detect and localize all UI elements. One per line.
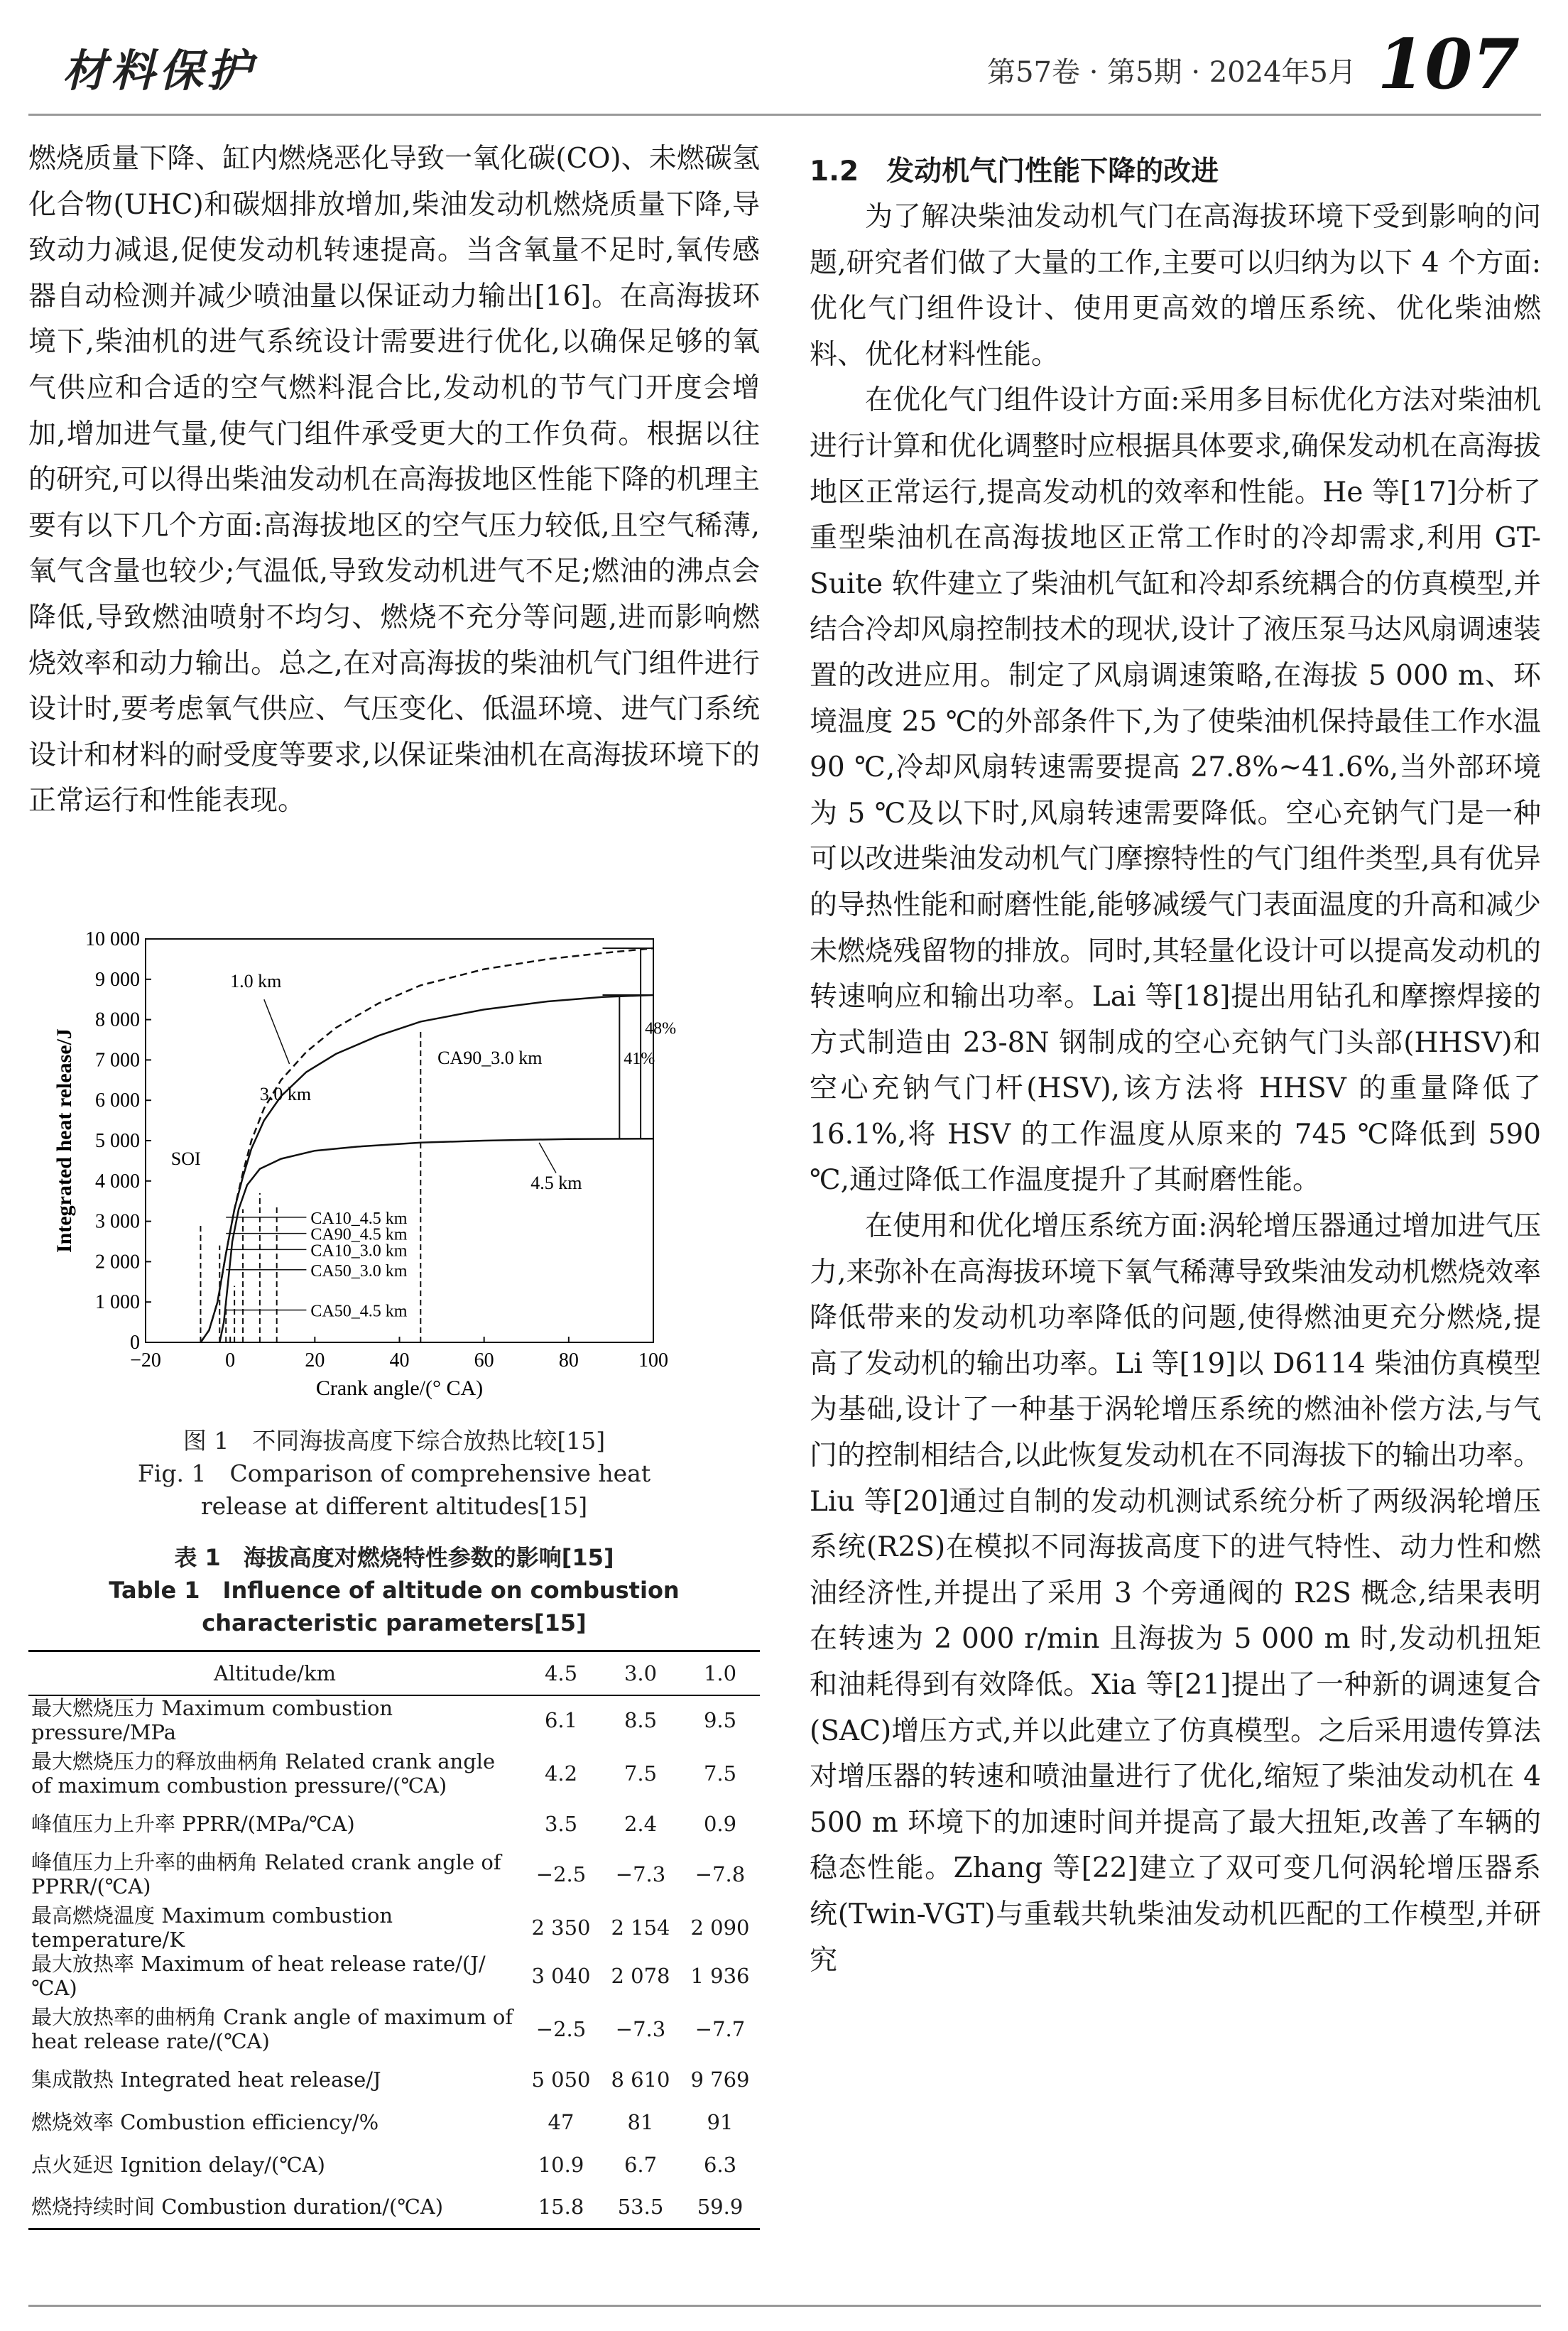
x-tick-label: −20	[130, 1349, 161, 1371]
label-ca: CA10_4.5 km	[310, 1209, 408, 1228]
label-45km: 4.5 km	[530, 1173, 582, 1194]
label-ca: CA50_4.5 km	[310, 1302, 408, 1321]
table-cell: −7.8	[695, 1862, 746, 1886]
right-column	[810, 149, 1541, 1984]
series-line-3-0-km	[201, 995, 654, 1342]
table-row	[28, 1903, 760, 1952]
y-tick-label: 8 000	[95, 1009, 140, 1031]
table-cell: −2.5	[535, 2017, 587, 2041]
table-cell: 10.9	[538, 2153, 584, 2177]
table-cell: 9.5	[703, 1708, 737, 1732]
y-tick-label: 9 000	[95, 968, 140, 991]
label-3km: 3.0 km	[259, 1084, 312, 1105]
table-cell: 2 078	[611, 1964, 670, 1988]
label-ca90-30: CA90_3.0 km	[437, 1048, 543, 1069]
table-cell: 2 350	[531, 1916, 591, 1940]
table-caption	[28, 1541, 760, 1639]
x-axis-label: Crank angle/(° CA)	[315, 1376, 484, 1400]
table-cell: 91	[707, 2110, 734, 2134]
table-cell: 6.7	[624, 2153, 658, 2177]
label-1km: 1.0 km	[230, 971, 282, 992]
y-tick-label: 5 000	[95, 1130, 140, 1152]
label-ca: CA10_3.0 km	[310, 1241, 408, 1261]
label-ca: CA50_3.0 km	[310, 1261, 408, 1281]
table-cell: −2.5	[535, 1862, 587, 1886]
label-41: 41%	[624, 1050, 655, 1069]
y-tick-label: 2 000	[95, 1251, 140, 1273]
table-header-row	[28, 1651, 760, 1696]
table-cell: 7.5	[624, 1761, 658, 1786]
series-line-4-5-km	[219, 1139, 653, 1342]
table-cell: 1 936	[690, 1964, 750, 1988]
x-tick-label: 80	[558, 1349, 579, 1371]
table-cell: 47	[548, 2110, 575, 2134]
table-row	[28, 1952, 760, 2000]
table-row	[28, 2101, 760, 2143]
series-line-1-0-km	[201, 948, 654, 1342]
table-cell: 0.9	[703, 1812, 737, 1836]
paragraph-2: 在优化气门组件设计方面:采用多目标优化方法对柴油机进行计算和优化调整时应根据具体要求,确保发动机在高海拔地区正常运行,提高发动机的效率和性能。He 等[17]分析了重型柴油机在高海拔地区正常工作时的冷却需求,利用 GT-Suite 软件建立了柴油机气缸和冷却系统耦合的仿真模型,并结合冷却风扇控制技术的现状,设计了液压泵马达风扇调速装置的改进应用。制定了风扇调速策略,在海拔 5 000 m、环境温度 25 ℃的外部条件下,为了使柴油机保持最佳工作水温 90 ℃,冷却风扇转速需要提高 27.8%~41.6%,当外部环境为 5 ℃及以下时,风扇转速需要降低。空心充钠气门是一种可以改进柴油发动机气门摩擦特性的气门组件类型,具有优异的导热性能和耐磨性能,能够减缓气门表面温度的升高和减少未燃烧残留物的排放。同时,其轻量化设计可以提高发动机的转速响应和输出功率。Lai 等[18]提出用钻孔和摩擦焊接的方式制造由 23-8N 钢制成的空心充钠气门头部(HHSV)和空心充钠气门杆(HSV),该方法将 HHSV 的重量降低了 16.1%,将 HSV 的工作温度从原来的 745 ℃降低到 590 ℃,通过降低工作温度提升了其耐磨性能。	[810, 384, 1541, 1197]
table-row	[28, 1695, 760, 1744]
label-48: 48%	[645, 1019, 677, 1038]
table-cell: 点火延迟 Ignition delay/(℃A)	[31, 2153, 325, 2177]
table-header-cell: 4.5	[521, 1651, 601, 1696]
table-cell: 15.8	[521, 2186, 601, 2229]
paragraph-1: 为了解决柴油发动机气门在高海拔环境下受到影响的问题,研究者们做了大量的工作,主要可以归纳为以下 4 个方面:优化气门组件设计、使用更高效的增压系统、优化柴油燃料、优化材料性能。	[810, 201, 1541, 371]
y-tick-label: 0	[130, 1332, 140, 1354]
table-cell: 6.1	[544, 1708, 578, 1732]
page-number: 107	[1377, 24, 1520, 104]
table-cell: 峰值压力上升率 PPRR/(MPa/℃A)	[31, 1812, 355, 1836]
table-header-cell: 3.0	[601, 1651, 680, 1696]
table-cell: 最高燃烧温度 Maximum combustion temperature/K	[31, 1903, 393, 1952]
leader-45km	[539, 1143, 556, 1173]
table-row	[28, 2058, 760, 2101]
footer-rule	[28, 2305, 1541, 2307]
table-cell: 53.5	[601, 2186, 680, 2229]
page-header	[28, 24, 1541, 114]
table-cell: 2 090	[690, 1916, 750, 1940]
figure-caption-en-1: Fig. 1 Comparison of comprehensive heat	[137, 1460, 651, 1487]
x-tick-label: 100	[638, 1349, 668, 1371]
table-cell: 4.2	[544, 1761, 578, 1786]
table-row	[28, 2186, 760, 2229]
table-cell: 燃烧效率 Combustion efficiency/%	[31, 2110, 379, 2134]
table-cell: 最大燃烧压力 Maximum combustion pressure/MPa	[31, 1696, 393, 1744]
table-title-en-1: Table 1 Influence of altitude on combustion	[109, 1577, 680, 1604]
table-cell: 8 610	[611, 2068, 670, 2092]
heat-release-chart	[28, 930, 760, 1420]
table-title-cn: 表 1 海拔高度对燃烧特性参数的影响[15]	[174, 1544, 614, 1571]
table-cell: 最大放热率的曲柄角 Crank angle of maximum of heat release rate/(℃A)	[31, 2005, 513, 2053]
y-tick-label: 6 000	[95, 1090, 140, 1112]
table-row	[28, 1845, 760, 1903]
label-ca: CA90_4.5 km	[310, 1225, 408, 1244]
figure-caption-en-2: release at different altitudes[15]	[200, 1492, 588, 1520]
table-row	[28, 2143, 760, 2186]
header-rule	[28, 114, 1541, 116]
table-row	[28, 1744, 760, 1803]
journal-logo: 材料保护	[62, 45, 256, 97]
table-cell: 6.3	[703, 2153, 737, 2177]
y-tick-label: 4 000	[95, 1170, 140, 1192]
table-cell: 9 769	[690, 2068, 750, 2092]
y-tick-label: 10 000	[85, 930, 140, 950]
paragraph-3: 在使用和优化增压系统方面:涡轮增压器通过增加进气压力,来弥补在高海拔环境下氧气稀薄导致柴油发动机燃烧效率降低带来的发动机功率降低的问题,使得燃油更充分燃烧,提高了发动机的输出功率。Li 等[19]以 D6114 柴油仿真模型为基础,设计了一种基于涡轮增压系统的燃油补偿方法,与气门的控制相结合,以此恢复发动机在不同海拔下的输出功率。Liu 等[20]通过自制的发动机测试系统分析了两级涡轮增压系统(R2S)在模拟不同海拔高度下的进气特性、动力性和燃油经济性,并提出了采用 3 个旁通阀的 R2S 概念,结果表明在转速为 2 000 r/min 且海拔为 5 000 m 时,发动机扭矩和油耗得到有效降低。Xia 等[21]提出了一种新的调速复合(SAC)增压方式,并以此建立了仿真模型。之后采用遗传算法对增压器的转速和喷油量进行了优化,缩短了柴油发动机在 4 500 m 环境下的加速时间并提高了最大扭矩,改善了车辆的稳态性能。Zhang 等[22]建立了双可变几何涡轮增压器系统(Twin-VGT)与重载共轨柴油发动机匹配的工作模型,并研究	[810, 1210, 1541, 1977]
table-header-cell: 1.0	[680, 1651, 760, 1696]
y-axis-label: Integrated heat release/J	[53, 1028, 76, 1254]
figure-caption	[28, 1425, 760, 1523]
table-cell: 集成散热 Integrated heat release/J	[31, 2068, 381, 2092]
x-tick-label: 0	[225, 1349, 236, 1371]
x-tick-label: 40	[389, 1349, 410, 1371]
section-title: 1.2 发动机气门性能下降的改进	[810, 156, 1219, 188]
table-cell: 3 040	[531, 1964, 591, 1988]
table-cell: −7.3	[615, 1862, 666, 1886]
table-row	[28, 2000, 760, 2058]
table-cell: 59.9	[680, 2186, 760, 2229]
table-cell: 3.5	[544, 1812, 578, 1836]
y-tick-label: 1 000	[95, 1291, 140, 1314]
combustion-table	[28, 1650, 760, 2230]
table-header-cell: Altitude/km	[28, 1651, 521, 1696]
table-cell: 2.4	[624, 1812, 658, 1836]
y-tick-label: 7 000	[95, 1049, 140, 1072]
table-cell: 5 050	[531, 2068, 591, 2092]
table-cell: 燃烧持续时间 Combustion duration/(℃A)	[28, 2186, 521, 2229]
left-paragraph: 燃烧质量下降、缸内燃烧恶化导致一氧化碳(CO)、未燃碳氢化合物(UHC)和碳烟排放增加,柴油发动机燃烧质量下降,导致动力减退,促使发动机转速提高。当含氧量不足时,氧传感器自动检测并减少喷油量以保证动力输出[16]。在高海拔环境下,柴油机的进气系统设计需要进行优化,以确保足够的氧气供应和合适的空气燃料混合比,发动机的节气门开度会增加,增加进气量,使气门组件承受更大的工作负荷。根据以往的研究,可以得出柴油发动机在高海拔地区性能下降的机理主要有以下几个方面:高海拔地区的空气压力较低,且空气稀薄,氧气含量也较少;气温低,导致发动机进气不足;燃油的沸点会降低,导致燃油喷射不均匀、燃烧不充分等问题,进而影响燃烧效率和动力输出。总之,在对高海拔的柴油机气门组件进行设计时,要考虑氧气供应、气压变化、低温环境、进气门系统设计和材料的耐受度等要求,以保证柴油机在高海拔环境下的正常运行和性能表现。	[28, 143, 760, 817]
table-title-en-2: characteristic parameters[15]	[202, 1609, 587, 1636]
left-column	[28, 136, 760, 825]
x-tick-label: 20	[305, 1349, 325, 1371]
leader-1km	[264, 999, 290, 1064]
table-cell: 2 154	[611, 1916, 670, 1940]
table-cell: 峰值压力上升率的曲柄角 Related crank angle of PPRR/(℃A)	[31, 1850, 501, 1898]
figure-caption-cn: 图 1 不同海拔高度下综合放热比较[15]	[183, 1427, 606, 1455]
y-tick-label: 3 000	[95, 1210, 140, 1233]
table-cell: 最大燃烧压力的释放曲柄角 Related crank angle of maximum combustion pressure/(℃A)	[31, 1749, 496, 1798]
table-row	[28, 1803, 760, 1845]
table-cell: −7.7	[695, 2017, 746, 2041]
table-cell: 7.5	[703, 1761, 737, 1786]
issue-info: 第57卷 · 第5期 · 2024年5月	[987, 56, 1356, 89]
table-cell: 81	[627, 2110, 654, 2134]
x-tick-label: 60	[474, 1349, 494, 1371]
table-cell: 最大放热率 Maximum of heat release rate/(J/℃A)	[31, 1952, 486, 2000]
label-soi: SOI	[170, 1148, 201, 1170]
table-cell: −7.3	[615, 2017, 666, 2041]
table-cell: 8.5	[624, 1708, 658, 1732]
